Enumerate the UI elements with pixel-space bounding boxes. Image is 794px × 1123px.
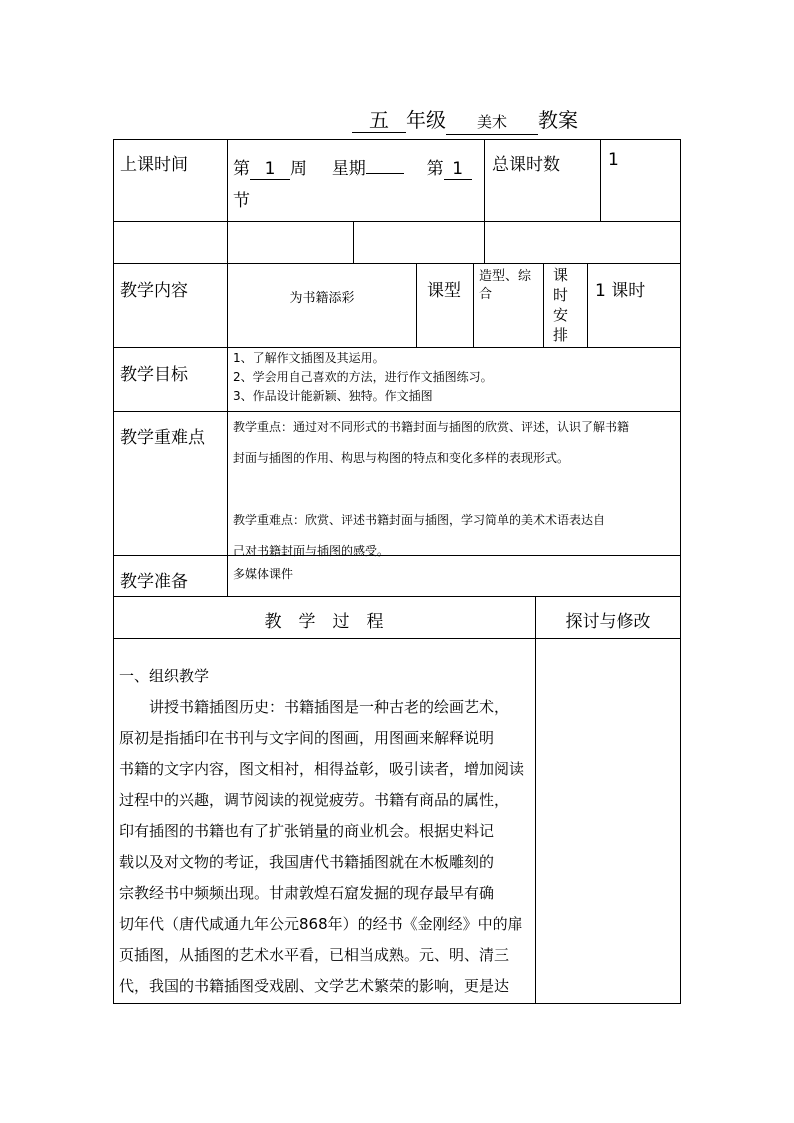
key-points-text bbox=[233, 412, 678, 567]
revision-header: 探讨与修改 bbox=[565, 612, 651, 632]
text-line: 原初是指插印在书刊与文字间的图画，用图画来解释说明 bbox=[119, 729, 495, 747]
key-points-label: 教学重难点 bbox=[120, 428, 205, 448]
text-line: 己对书籍封面与插图的感受。 bbox=[233, 544, 390, 558]
class-time-value bbox=[233, 147, 483, 219]
text-line: 封面与插图的作用、构思与构图的特点和变化多样的表现形式。 bbox=[233, 451, 570, 465]
total-hours-label: 总课时数 bbox=[492, 155, 560, 175]
prep-label: 教学准备 bbox=[120, 572, 188, 592]
text-line bbox=[233, 474, 678, 505]
text-line: 印有插图的书籍也有了扩张销量的商业机会。根据史料记 bbox=[119, 822, 495, 840]
process-body bbox=[119, 661, 533, 1002]
text-line: 过程中的兴趣，调节阅读的视觉疲劳。书籍有商品的属性， bbox=[119, 791, 510, 809]
goals-list bbox=[233, 349, 678, 406]
weekday-value bbox=[366, 173, 404, 174]
week-prefix: 第 bbox=[233, 159, 250, 179]
process-header: 教 学 过 程 bbox=[264, 612, 384, 632]
content-label: 教学内容 bbox=[120, 281, 188, 301]
total-hours-value: 1 bbox=[608, 150, 619, 170]
list-item: 1、了解作文插图及其运用。 bbox=[233, 351, 385, 365]
prep-value: 多媒体课件 bbox=[233, 567, 294, 581]
text-line: 页插图，从插图的艺术水平看，已相当成熟。元、明、清三 bbox=[119, 946, 510, 964]
subject-field: 美术 bbox=[446, 110, 538, 135]
list-item: 3、作品设计能新颖、独特。作文插图 bbox=[233, 389, 433, 403]
goals-label: 教学目标 bbox=[120, 365, 188, 385]
section-number: 1 bbox=[444, 159, 472, 180]
text-line: 教学重难点：欣赏、评述书籍封面与插图，学习简单的美术术语表达自 bbox=[233, 513, 606, 527]
text-line: 一、组织教学 bbox=[119, 667, 210, 685]
grade-field: 五 bbox=[352, 108, 406, 133]
grade-suffix: 年级 bbox=[406, 108, 446, 132]
text-line: 载以及对文物的考证，我国唐代书籍插图就在木板雕刻的 bbox=[119, 853, 495, 871]
lesson-type-label: 课型 bbox=[427, 281, 461, 301]
text-line: 切年代（唐代咸通九年公元868年）的经书《金刚经》中的扉 bbox=[119, 915, 523, 933]
weekday-label: 星期 bbox=[331, 159, 366, 179]
list-item: 2、学会用自己喜欢的方法，进行作文插图练习。 bbox=[233, 370, 493, 384]
week-number: 1 bbox=[250, 159, 290, 180]
doc-type: 教案 bbox=[538, 108, 578, 132]
section-prefix: 第 bbox=[426, 159, 444, 179]
class-time-label: 上课时间 bbox=[120, 155, 188, 175]
week-suffix: 周 bbox=[290, 159, 307, 179]
page-title bbox=[352, 104, 578, 135]
text-line: 代，我国的书籍插图受戏剧、文学艺术繁荣的影响，更是达 bbox=[119, 977, 510, 995]
schedule-label: 课 时 安 排 bbox=[553, 266, 569, 344]
text-line: 教学重点：通过对不同形式的书籍封面与插图的欣赏、评述，认识了解书籍 bbox=[233, 420, 630, 434]
text-line: 讲授书籍插图历史：书籍插图是一种古老的绘画艺术， bbox=[119, 698, 510, 716]
text-line: 宗教经书中频频出现。甘肃敦煌石窟发掘的现存最早有确 bbox=[119, 884, 495, 902]
lesson-type-value: 造型、综合 bbox=[479, 269, 532, 302]
section-suffix: 节 bbox=[233, 191, 250, 211]
content-value: 为书籍添彩 bbox=[289, 291, 355, 306]
text-line: 书籍的文字内容，图文相衬，相得益彰，吸引读者，增加阅读 bbox=[119, 760, 525, 778]
schedule-value: 1 课时 bbox=[595, 281, 646, 301]
